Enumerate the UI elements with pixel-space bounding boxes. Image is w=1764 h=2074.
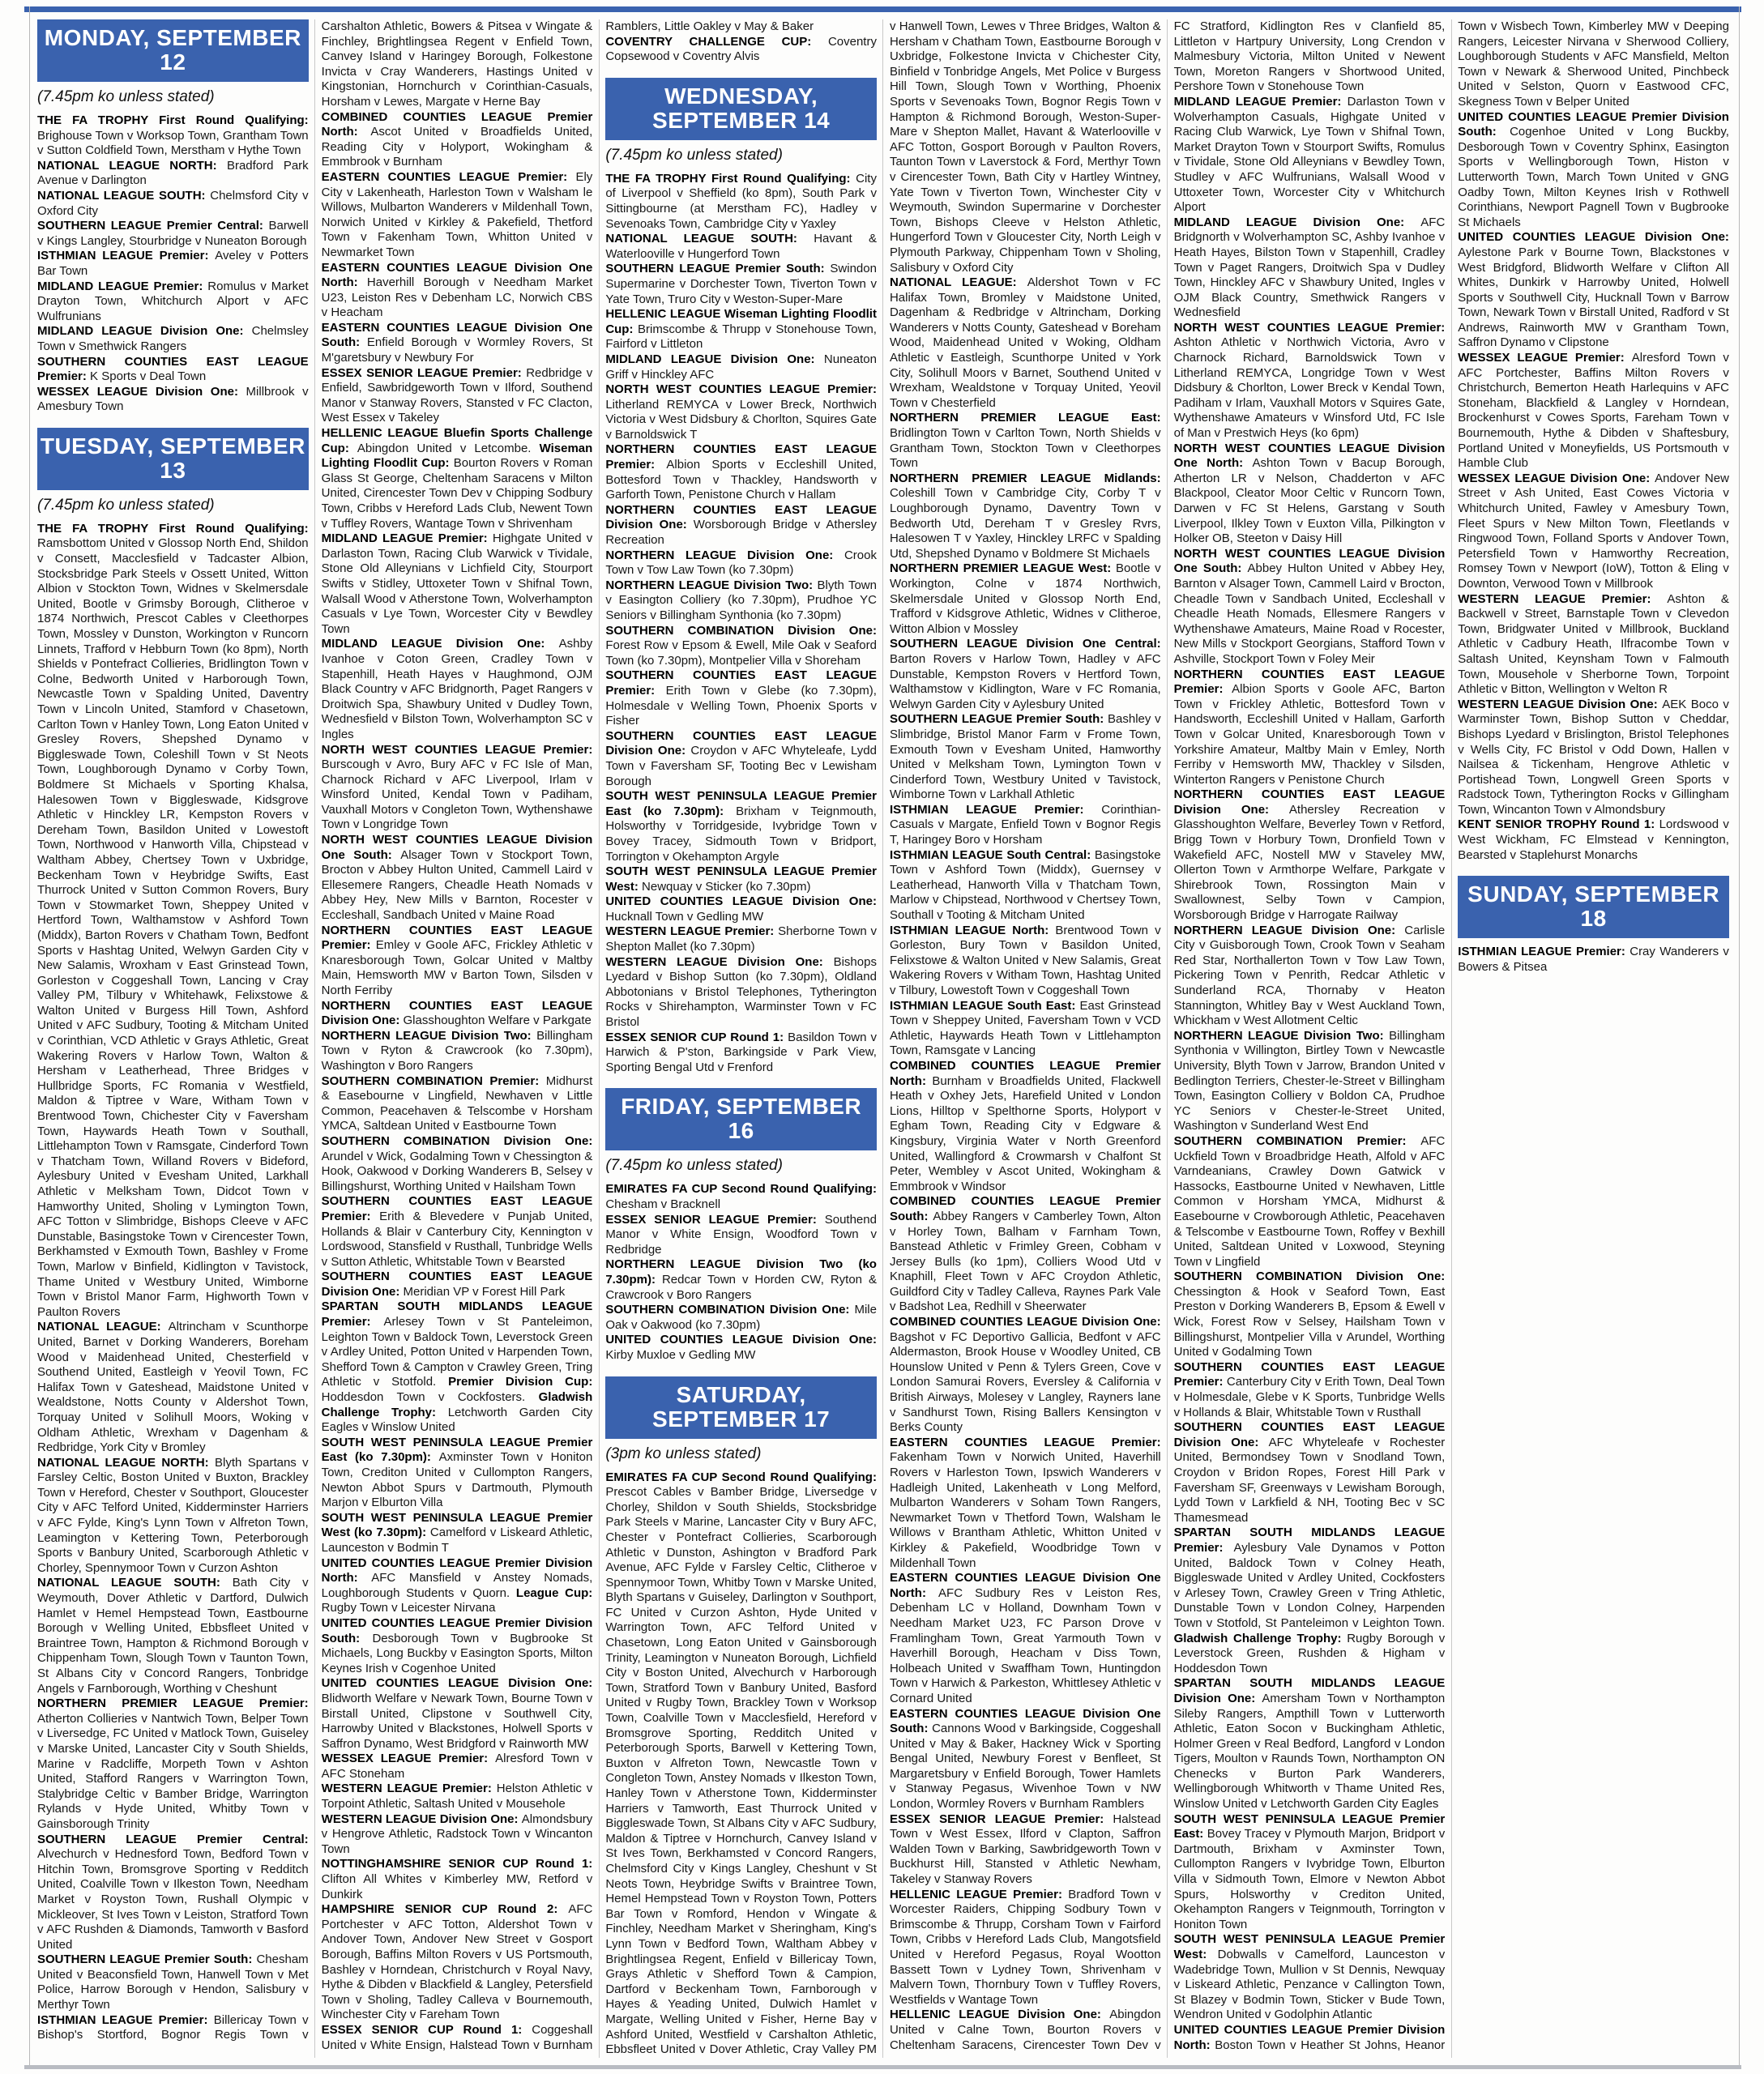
league-name: ESSEX SENIOR LEAGUE Premier: — [889, 1812, 1113, 1826]
fixture-entry: SOUTHERN COMBINATION Division One: Mile Oak v Oakwood (ko 7.30pm) — [605, 1303, 877, 1332]
fixture-entry: WESSEX LEAGUE Premier: Alresford Town v AFC Portchester, Baffins Milton Rovers v Christchurch, Bemerton Heath Harlequins v AFC Stoneham, Blackfield & Langley v Horndean, Brockenhurst v Cowes Sports, Fareham Town v Bournemouth, Hythe & Dibden v Shaftesbury, Portland United v Moneyfields, US Portsmouth v Hamble Club — [1458, 351, 1729, 471]
league-name: ISTHMIAN LEAGUE Premier: — [37, 249, 216, 263]
league-name: ISTHMIAN LEAGUE North: — [889, 923, 1056, 937]
fixture-entry: SOUTHERN LEAGUE Premier Central: Alvechurch v Hednesford Town, Bedford Town v Hitchin Town, Bromsgrove Sporting v Redditch United, Coalville Town v Ilkeston Town, Needham Market v Royston Town, Rushall Olympic v Mickleover, St Ives Town v Leiston, Stratford Town v AFC Rushden & Diamonds, Tamworth v Basford United — [37, 1832, 309, 1952]
league-name: SOUTHERN LEAGUE Premier Central: — [37, 1832, 309, 1846]
kickoff-note: (7.45pm ko unless stated) — [37, 88, 215, 105]
fixture-entry: UNITED COUNTIES LEAGUE Division One: Hucknall Town v Gedling MW — [605, 894, 877, 924]
league-name: THE FA TROPHY First Round Qualifying: — [37, 113, 309, 127]
league-name: NORTHERN LEAGUE Division Two (ko 7.30pm): — [605, 1257, 877, 1287]
league-name: MIDLAND LEAGUE Premier: — [321, 531, 493, 546]
league-name: NORTHERN PREMIER LEAGUE Midlands: — [889, 471, 1161, 485]
league-name: SOUTHERN COMBINATION Premier: — [321, 1073, 546, 1088]
page-left-border — [29, 6, 30, 2068]
league-name: SOUTHERN COMBINATION Division One: — [321, 1133, 593, 1148]
league-name: Premier Division Cup: — [448, 1375, 593, 1389]
fixture-entry: WESSEX LEAGUE Division One: Andover New Street v Ash United, East Cowes Victoria v Whitchurch United, Fawley v Amesbury Town, Fleet Spurs v New Milton Town, Fleetlands v Ringwood Town, Folland Sports v Andover Town, Petersfield Town v Hamworthy Recreation, Romsey Town v Newport (IoW), Totton & Eling v Downton, Verwood Town v Millbrook — [1458, 471, 1729, 591]
fixture-entry: ISTHMIAN LEAGUE South Central: Basingstoke Town v Ashford Town (Middx), Guernsey v Leatherhead, Hanworth Villa v Thatcham Town, Marlow v Chipstead, Northwood v Chertsey Town, Southall v Tooting & Mitcham United — [889, 847, 1161, 923]
league-name: SOUTHERN COMBINATION Division One: — [605, 1303, 855, 1317]
league-name: League Cup: — [515, 1585, 593, 1600]
league-name: HELLENIC LEAGUE Division One: — [889, 2008, 1110, 2022]
league-name: SOUTHERN COUNTIES EAST LEAGUE Division One: — [1173, 1420, 1446, 1449]
league-name: EMIRATES FA CUP Second Round Qualifying: — [605, 1182, 877, 1197]
league-name: NATIONAL LEAGUE: — [37, 1320, 169, 1334]
league-name: SOUTHERN COUNTIES EAST LEAGUE Division One: — [321, 1270, 593, 1299]
league-name: WESSEX LEAGUE Division One: — [37, 384, 246, 399]
fixture-entry: NORTH WEST COUNTIES LEAGUE Division One South: Alsager Town v Stockport Town, Brocton v Abbey Hulton United, Cammell Laird v Ellesemere Rangers, Cheadle Heath Nomads v Abbey Hey, New Mills v Barnton, Rocester v Eccleshall, Sandbach United v Maine Road — [321, 833, 593, 923]
league-name: SOUTHERN LEAGUE Division One Central: — [889, 637, 1161, 651]
league-name: EASTERN COUNTIES LEAGUE Division One North: — [889, 1571, 1161, 1600]
league-name: NORTHERN COUNTIES EAST LEAGUE Division One: — [1173, 787, 1446, 817]
fixture-entry: EMIRATES FA CUP Second Round Qualifying: Prescot Cables v Bamber Bridge, Liversedge v Chorley, Shildon v South Shields, Stocksbridge Park Steels v Marine, Lancaster City v Bury AFC, Chester v Pontefract Collieries, Scarborough Athletic v Dunston, Ashington v Bradford Park Avenue, AFC Fylde v Farsley Celtic, Clitheroe v Spennymoor Town, Whitby Town v Marske United, Blyth Spartans v Guiseley, Darlington v Southport, FC United v Curzon Ashton, Hyde United v Warrington Town, AFC Telford United v Chasetown, Long Eaton United v Gainsborough Trinity, Leamington v Nuneaton Borough, Lichfield City v Boston United, Alvechurch v Harborough Town, Stratford Town v Banbury United, Basford United v Rugby Town, Brackley Town v Worksop Town, Coalville Town v Macclesfield, Hereford v Bromsgrove Sporting, Redditch United v Peterborough Sports, Barwell v Kettering Town, Buxton v Alfreton Town, Newcastle Town v Congleton Town, Anstey Nomads v Ilkeston Town, Hanley Town v Atherstone Town, Kidderminster Harriers v Tamworth, East Thurrock United v Biggleswade Town, St Albans City v AFC Sudbury, Maldon & Tiptree v Hornchurch, Canvey Island v St Ives Town, Berkhamsted v Concord Rangers, Chelmsford City v Kings Langley, Cheshunt v St Neots Town, Heybridge Swifts v Braintree Town, Hemel Hempstead Town v Royston Town, Potters Bar Town v Romford, Hendon v Wingate & Finchley, Needham Market v Sheringham, King's Lynn Town v Bedford Town, Waltham Abbey v Brightlingsea Regent, Enfield v Billericay Town, Grays Athletic v Shefford Town & Campion, Dartford v Beckenham Town, Farnborough v Hayes & Yeading United, Dulwich Hamlet v Margate, Welling United v Fisher, Herne Bay v Ashford United, Westfield v Carshalton Athletic, Ebbsfleet United v Dover Athletic, Cray Valley PM v Hanwell Town, Lewes v Three Bridges, Walton & Hersham v Chatham Town, Eastbourne Borough v Uxbridge, Folkestone Invicta v Chichester City, Binfield v Tonbridge Angels, Met Police v Burgess Hill Town, Slough Town v Worthing, Phoenix Sports v Sevenoaks Town, Bognor Regis Town v Hampton & Richmond Borough, Weston-Super-Mare v Shepton Mallet, Havant & Waterlooville v AFC Totton, Gosport Borough v Paulton Rovers, Taunton Town v Laverstock & Ford, Merthyr Town v Cirencester Town, Bath City v Hartley Wintney, Yate Town v Tiverton Town, Winchester City v Weymouth, Swindon Supermarine v Dorchester Town, Bishops Cleeve v Helston Athletic, Hungerford Town v Gloucester City, North Leigh v Plymouth Parkway, Chippenham Town v Sholing, Salisbury v Oxford City — [605, 19, 1161, 2057]
league-name: SOUTH WEST PENINSULA LEAGUE Premier East (ko 7.30pm): — [321, 1435, 593, 1465]
fixture-entry: NORTHERN PREMIER LEAGUE Premier: Atherton Collieries v Nantwich Town, Belper Town v Liversedge, FC United v Matlock Town, Guiseley v Marske United, Lancaster City v South Shields, Marine v Radcliffe, Morpeth Town v Ashton United, Stafford Rangers v Warrington Town, Stalybridge Celtic v Bamber Bridge, Warrington Rylands v Hyde United, Whitby Town v Gainsborough Trinity — [37, 1696, 309, 1831]
fixture-entry: NATIONAL LEAGUE: Aldershot Town v FC Halifax Town, Bromley v Maidstone United, Dagenham & Redbridge v Altrincham, Dorking Wanderers v Notts County, Gateshead v Boreham Wood, Maidenhead United v Woking, Oldham Athletic v Eastleigh, Scunthorpe United v York City, Solihull Moors v Barnet, Southend United v Wrexham, Wealdstone v Torquay United, Yeovil Town v Chesterfield — [889, 275, 1161, 410]
league-name: NATIONAL LEAGUE: — [889, 275, 1027, 290]
fixture-entry: NORTHERN COUNTIES EAST LEAGUE Division One: Worsborough Bridge v Athersley Recreation — [605, 502, 877, 548]
league-name: NORTHERN PREMIER LEAGUE East: — [889, 411, 1161, 425]
day-entries — [605, 1182, 877, 1363]
fixture-entry: NATIONAL LEAGUE: Altrincham v Scunthorpe United, Barnet v Dorking Wanderers, Boreham Wood v Maidenhead United, Chesterfield v Southend United, Eastleigh v Yeovil Town, FC Halifax Town v Gateshead, Maidstone United v Wealdstone, Notts County v Aldershot Town, Torquay United v Solihull Moors, Woking v Oldham Athletic, Wrexham v Dagenham & Redbridge, York City v Bromley — [37, 1320, 309, 1455]
fixture-entry: SOUTHERN COUNTIES EAST LEAGUE Premier: Erith Town v Glebe (ko 7.30pm), Holmesdale v Welling Town, Phoenix Sports v Fisher — [605, 668, 877, 728]
league-name: HELLENIC LEAGUE Premier: — [889, 1887, 1069, 1901]
league-name: WESSEX LEAGUE Division One: — [1458, 471, 1655, 485]
fixture-entry: NORTHERN LEAGUE Division One: Carlisle City v Guisborough Town, Crook Town v Seaham Red Star, Northallerton Town v Tow Law Town, Pickering Town v Penrith, Redcar Athletic v Sunderland RCA, Thornaby v Heaton Stannington, Whitley Bay v West Auckland Town, Whickham v West Allotment Celtic — [1173, 923, 1446, 1028]
fixture-entry: UNITED COUNTIES LEAGUE Premier Division North: AFC Mansfield v Anstey Nomads, Loughborough Students v Quorn. League Cup: Rugby Town v Leicester Nirvana — [321, 1556, 593, 1615]
league-name: NATIONAL LEAGUE NORTH: — [37, 158, 227, 173]
league-name: COMBINED COUNTIES LEAGUE Premier North: — [321, 109, 593, 139]
league-name: WESTERN LEAGUE Premier: — [1458, 591, 1668, 606]
kickoff-note: (3pm ko unless stated) — [605, 1445, 762, 1462]
fixture-entry: SPARTAN SOUTH MIDLANDS LEAGUE Division One: Amersham Town v Northampton Sileby Rangers, Ampthill Town v Lutterworth Athletic, Eaton Socon v Buckingham Athletic, Holmer Green v Real Bedford, Langford v London Tigers, Moulton v Raunds Town, Northampton ON Chenecks v Burton Park Wanderers, Wellingborough Whitworth v Thame United Res, Winslow United v Letchworth Garden City Eagles — [1173, 1676, 1446, 1812]
league-name: SOUTHERN COUNTIES EAST LEAGUE Premier: — [605, 668, 877, 698]
league-name: MIDLAND LEAGUE Premier: — [1173, 94, 1348, 109]
fixture-entry: NORTHERN LEAGUE Division Two: Billingham Synthonia v Willington, Birtley Town v Newcastle University, Blyth Town v Jarrow, Brandon United v Bedlington Terriers, Chester-le-Street v Billingham Town, Easington Colliery v Boldon CA, Prudhoe YC Seniors v Chester-le-Street United, Washington v Sunderland West End — [1173, 1028, 1446, 1133]
league-name: SOUTHERN LEAGUE Premier South: — [889, 712, 1108, 727]
league-name: UNITED COUNTIES LEAGUE Division One: — [1458, 230, 1729, 245]
day-header: MONDAY, SEPTEMBER 12 — [37, 19, 309, 82]
league-name: NORTHERN LEAGUE Division Two: — [321, 1028, 537, 1043]
kickoff-note: (7.45pm ko unless stated) — [37, 496, 215, 514]
fixture-entry: HAMPSHIRE SENIOR CUP Round 2: AFC Portchester v AFC Totton, Aldershot Town v Andover Town, Andover New Street v Gosport Borough, Baffins Milton Rovers v US Portsmouth, Bashley v Horndean, Christchurch v Royal Navy, Hythe & Dibden v Blackfield & Langley, Petersfield Town v Sholing, Tadley Calleva v Bournemouth, Winchester City v Fareham Town — [321, 1902, 593, 2022]
fixture-entry: THE FA TROPHY First Round Qualifying: Ramsbottom United v Glossop North End, Shildon v Consett, Macclesfield v Tadcaster Albion, Stocksbridge Park Steels v Ossett United, Witton Albion v Stockton Town, Widnes v Skelmersdale United, Bootle v Grimsby Borough, Clitheroe v 1874 Northwich, Prescot Cables v Cleethorpes Town, Mossley v Dunston, Workington v Runcorn Linnets, Trafford v Hebburn Town (ko 8pm), North Shields v Pontefract Collieries, Bridlington Town v Colne, Bedworth United v Harborough Town, Newcastle Town v Spalding United, Daventry Town v Lincoln United, Stamford v Chasetown, Carlton Town v Hanley Town, Long Eaton United v Gresley Rovers, Shepshed Dynamo v Biggleswade Town, Coleshill Town v St Neots Town, Loughborough Dynamo v Corby Town, Boldmere St Michaels v Sporting Khalsa, Halesowen Town v Biggleswade, Kidsgrove Athletic v Hinckley LR, Kempston Rovers v Dereham Town, Basildon United v Lowestoft Town, Northwood v Hanworth Villa, Chipstead v Waltham Abbey, Chertsey Town v Uxbridge, Beckenham Town v Heybridge Swifts, East Thurrock United v Sutton Common Rovers, Bury Town v Stowmarket Town, Sheppey United v Hertford Town, Walthamstow v Ashford Town (Middx), Barton Rovers v Chatham Town, Bedfont Sports v Hashtag United, Welwyn Garden City v New Salamis, Wroxham v East Grinstead Town, Gorleston v Coggeshall Town, Lancing v Cray Valley PM, Tilbury v Whitehawk, Felixstowe & Walton United v Burgess Hill Town, Ashford United v AFC Sudbury, Tooting & Mitcham United v Corinthian, VCD Athletic v Grays Athletic, Great Wakering Rovers v Harlow Town, Walton & Hersham v Leatherhead, Three Bridges v Hullbridge Sports, FC Romania v Westfield, Maldon & Tiptree v Ware, Witham Town v Brentwood Town, Chichester City v Faversham Town, Haywards Heath Town v Southall, Littlehampton Town v Ramsgate, Cinderford Town v Thatcham Town, Willand Rovers v Bideford, Aylesbury United v Evesham United, Larkhall Athletic v Melksham Town, Didcot Town v Hamworthy United, Sholing v Lymington Town, AFC Totton v Slimbridge, Bishops Cleeve v AFC Dunstable, Basingstoke Town v Cirencester Town, Berkhamsted v Exmouth Town, Bashley v Frome Town, Marlow v Binfield, Kidlington v Tavistock, Thame United v Westbury United, Wimborne Town v Bristol Manor Farm, Highworth Town v Paulton Rovers — [37, 521, 309, 1319]
fixture-entry: NORTHERN LEAGUE Division One: Crook Town v Tow Law Town (ko 7.30pm) — [605, 548, 877, 578]
fixture-entry: UNITED COUNTIES LEAGUE Division One: Aylestone Park v Bourne Town, Blackstones v West Bridgford, Blidworth Welfare v Clifton All Whites, Dunkirk v Harrowby United, Holwell Sports v Southwell City, Hucknall Town v Barrow Town, Newark Town v Birstall United, Radford v St Andrews, Rainworth MW v Grantham Town, Saffron Dynamo v Clipstone — [1458, 230, 1729, 350]
league-name: NORTHERN LEAGUE Division Two: — [1173, 1028, 1390, 1043]
fixture-entry: NORTH WEST COUNTIES LEAGUE Division One South: Abbey Hulton United v Abbey Hey, Barnton v Alsager Town, Cammell Laird v Brocton, Cheadle Town v Sandbach United, Eccleshall v Cheadle Heath Nomads, Ellesmere Rangers v Wythenshawe Amateurs, Maine Road v Rocester, New Mills v Stockport Georgians, Stafford Town v Ashville, Stockport Town v Foley Meir — [1173, 546, 1446, 666]
fixture-entry: ESSEX SENIOR CUP Round 1: Coggeshall United v White Ensign, Halstead Town v Burnham Ramblers, Little Oakley v May & Baker — [321, 19, 814, 2052]
fixture-entry: ISTHMIAN LEAGUE Premier: Aveley v Potters Bar Town — [37, 249, 309, 278]
fixture-entry: NORTHERN PREMIER LEAGUE Midlands: Coleshill Town v Cambridge City, Corby T v Loughborough Dynamo, Daventry Town v Bedworth Utd, Dereham T v Gresley Rvrs, Halesowen T v Yaxley, Hinckley LRFC v Spalding Utd, Shepshed Dynamo v Boldmere St Michaels — [889, 471, 1161, 561]
fixture-entry: SOUTHERN COUNTIES EAST LEAGUE Division One: AFC Whyteleafe v Rochester United, Bermondsey Town v Snodland Town, Croydon v Bridon Ropes, Forest Hill Park v Faversham SF, Greenways v Lewisham Borough, Lydd Town v Larkfield & NH, Tooting Bec v SC Thamesmead — [1173, 1420, 1446, 1525]
league-name: SOUTHERN COMBINATION Premier: — [1173, 1133, 1421, 1148]
fixture-entry: WESSEX LEAGUE Division One: Millbrook v Amesbury Town — [37, 384, 309, 414]
fixture-entry: EMIRATES FA CUP Second Round Qualifying: Chesham v Bracknell — [605, 1182, 877, 1211]
league-name: THE FA TROPHY First Round Qualifying: — [605, 171, 856, 186]
fixture-entry: COVENTRY CHALLENGE CUP: Coventry Copsewood v Coventry Alvis — [605, 34, 877, 64]
day-header: SATURDAY, SEPTEMBER 17 — [605, 1376, 877, 1439]
fixture-entry: SPARTAN SOUTH MIDLANDS LEAGUE Premier: Arlesey Town v St Panteleimon, Leighton Town v Baldock Town, Leverstock Green v Ardley United, Potton United v Harpenden Town, Shefford Town & Campton v Crawley Green, Tring Athletic v Stotfold. Premier Division Cup: Hoddesdon Town v Cockfosters. Gladwish Challenge Trophy: Letchworth Garden City Eagles v Winslow United — [321, 1299, 593, 1435]
league-name: NOTTINGHAMSHIRE SENIOR CUP Round 1: — [321, 1857, 593, 1871]
fixture-entry: MIDLAND LEAGUE Division One: Ashby Ivanhoe v Coton Green, Cradley Town v Stapenhill, Heath Hayes v Haughmond, OJM Black Country v AFC Bridgnorth, Paget Rangers v Droitwich Spa, Shawbury United v Dudley Town, Wednesfield v Bilston Town, Wolverhampton SC v Ingles — [321, 637, 593, 741]
fixture-entry: ISTHMIAN LEAGUE North: Brentwood Town v Gorleston, Bury Town v Basildon United, Felixstowe & Walton United v New Salamis, Great Wakering Rovers v Witham Town, Hashtag United v Tilbury, Lowestoft Town v Coggeshall Town — [889, 923, 1161, 997]
fixture-entry: ISTHMIAN LEAGUE Premier: Billericay Town v Bishop's Stortford, Bognor Regis Town v Carshalton Athletic, Bowers & Pitsea v Wingate & Finchley, Brightlingsea Regent v Enfield Town, Canvey Island v Haringey Borough, Folkestone Invicta v Cray Wanderers, Hastings United v Kingstonian, Hornchurch v Corinthian-Casuals, Horsham v Lewes, Margate v Herne Bay — [37, 19, 593, 2042]
fixture-entry: SOUTH WEST PENINSULA LEAGUE Premier West (ko 7.30pm): Camelford v Liskeard Athletic, Launceston v Bodmin T — [321, 1510, 593, 1555]
fixture-entry: NATIONAL LEAGUE NORTH: Blyth Spartans v Farsley Celtic, Boston United v Buxton, Brackley Town v Hereford, Chester v Southport, Gloucester City v AFC Telford United, Kidderminster Harriers v AFC Fylde, King's Lynn Town v Alfreton Town, Leamington v Kettering Town, Peterborough Sports v Banbury United, Scarborough Athletic v Chorley, Spennymoor Town v Curzon Ashton — [37, 1455, 309, 1575]
fixture-entry: KENT SENIOR TROPHY Round 1: Lordswood v West Wickham, FC Elmstead v Kennington, Bearsted v Staplehurst Monarchs — [1458, 817, 1729, 862]
fixture-entry: SOUTHERN COUNTIES EAST LEAGUE Division One: Meridian VP v Forest Hill Park — [321, 1270, 593, 1299]
fixture-entry: EASTERN COUNTIES LEAGUE Premier: Ely City v Lakenheath, Harleston Town v Walsham le Willows, Mulbarton Wanderers v Mildenhall Town, Norwich United v Kirkley & Pakefield, Thetford Town v Fakenham Town, Whitton United v Newmarket Town — [321, 169, 593, 259]
fixture-entry: NORTHERN LEAGUE Division Two: Blyth Town v Easington Colliery (ko 7.30pm), Prudhoe YC Seniors v Billingham Synthonia (ko 7.30pm) — [605, 578, 877, 622]
league-name: EMIRATES FA CUP Second Round Qualifying: — [605, 1470, 877, 1484]
fixture-entry: UNITED COUNTIES LEAGUE Premier Division South: Cogenhoe United v Long Buckby, Desborough Town v Coventry Sphinx, Easington Sports v Wellingborough Town, Histon v Lutterworth Town, March Town United v GNG Oadby Town, Milton Keynes Irish v Rothwell Corinthians, Newport Pagnell Town v Bugbrooke St Michaels — [1458, 109, 1729, 229]
fixture-entry: ISTHMIAN LEAGUE Premier: Corinthian-Casuals v Margate, Enfield Town v Bognor Regis T, Haringey Boro v Horsham — [889, 802, 1161, 847]
league-name: KENT SENIOR TROPHY Round 1: — [1458, 817, 1659, 832]
fixture-entry: ESSEX SENIOR CUP Round 1: Basildon Town v Harwich & P'ston, Barkingside v Park View, Sporting Bengal Utd v Frenford — [605, 1030, 877, 1074]
fixture-entry: NORTH WEST COUNTIES LEAGUE Division One North: Ashton Town v Bacup Borough, Atherton LR v Nelson, Chadderton v AFC Blackpool, Cleator Moor Celtic v Runcorn Town, Darwen v FC St Helens, Garstang v South Liverpool, Ilkley Town v Euxton Villa, Pilkington v Holker OB, Steeton v Daisy Hill — [1173, 441, 1446, 546]
fixture-entry: SPARTAN SOUTH MIDLANDS LEAGUE Premier: Aylesbury Vale Dynamos v Potton United, Baldock Town v Colney Heath, Biggleswade United v Ardley United, Cockfosters v Arlesey Town, Crawley Green v Tring Athletic, Dunstable Town v London Colney, Harpenden Town v Stotfold, St Panteleimon v Leighton Town. Gladwish Challenge Trophy: Rugby Borough v Leverstock Green, Rushden & Higham v Hoddesdon Town — [1173, 1526, 1446, 1675]
league-name: NORTH WEST COUNTIES LEAGUE Premier: — [1173, 320, 1446, 335]
league-name: MIDLAND LEAGUE Division One: — [605, 352, 824, 366]
league-name: NORTHERN COUNTIES EAST LEAGUE Division One: — [605, 502, 877, 532]
fixture-entry: WESTERN LEAGUE Premier: Helston Athletic v Torpoint Athletic, Saltash United v Mousehole — [321, 1782, 593, 1812]
league-name: SOUTHERN LEAGUE Premier South: — [605, 262, 831, 276]
league-name: NATIONAL LEAGUE SOUTH: — [37, 1576, 233, 1590]
fixture-entry: HELLENIC LEAGUE Bluefin Sports Challenge Cup: Abingdon United v Letcombe. Wiseman Lighting Floodlit Cup: Bourton Rovers v Roman Glass St George, Cheltenham Saracens v Milton United, Cirencester Town Dev v Chipping Sodbury Town, Cribbs v Hereford Lads Club, Newent Town v Tuffley Rovers, Wantage Town v Shrivenham — [321, 426, 593, 531]
league-name: SPARTAN SOUTH MIDLANDS LEAGUE Premier: — [1173, 1526, 1446, 1555]
league-name: UNITED COUNTIES LEAGUE Division One: — [321, 1676, 593, 1691]
fixture-entry: MIDLAND LEAGUE Division One: Nuneaton Griff v Hinckley AFC — [605, 352, 877, 382]
fixture-entry: NATIONAL LEAGUE SOUTH: Chelmsford City v Oxford City — [37, 188, 309, 218]
fixture-entry: THE FA TROPHY First Round Qualifying: Brighouse Town v Worksop Town, Grantham Town v Sutton Coldfield Town, Merstham v Hythe Town — [37, 113, 309, 158]
fixture-entry: WESTERN LEAGUE Division One: AEK Boco v Warminster Town, Bishop Sutton v Cheddar, Bishops Lyedard v Brislington, Bristol Telephones v Wells City, FC Bristol v Odd Down, Hallen v Nailsea & Tickenham, Hengrove Athletic v Portishead Town, Longwell Green Sports v Radstock Town, Tytherington Rocks v Gillingham Town, Wincanton Town v Almondsbury — [1458, 697, 1729, 817]
league-name: WESTERN LEAGUE Division One: — [321, 1812, 522, 1826]
league-name: SOUTH WEST PENINSULA LEAGUE Premier West: — [605, 864, 877, 894]
league-name: ESSEX SENIOR LEAGUE Premier: — [321, 365, 527, 380]
league-name: SOUTH WEST PENINSULA LEAGUE Premier West (ko 7.30pm): — [321, 1510, 593, 1540]
league-name: NORTHERN COUNTIES EAST LEAGUE Division One: — [321, 998, 593, 1028]
league-name: NORTH WEST COUNTIES LEAGUE Division One North: — [1173, 441, 1446, 471]
fixture-entry: ESSEX SENIOR LEAGUE Premier: Redbridge v Enfield, Sawbridgeworth Town v Ilford, Southend Manor v Stanway Rovers, Stansted v FC Clacton, West Essex v Takeley — [321, 365, 593, 425]
fixture-entry: SOUTHERN COMBINATION Division One: Forest Row v Epsom & Ewell, Mile Oak v Seaford Town (ko 7.30pm), Montpelier Villa v Shoreham — [605, 623, 877, 668]
fixture-entry: SOUTHERN COMBINATION Premier: Midhurst & Easebourne v Lingfield, Newhaven v Little Common, Peacehaven & Telscombe v Horsham YMCA, Saltdean United v Eastbourne Town — [321, 1073, 593, 1133]
day-section — [1458, 876, 1729, 975]
fixture-entry: SOUTHERN LEAGUE Premier Central: Barwell v Kings Langley, Stourbridge v Nuneaton Borough — [37, 219, 309, 248]
fixture-entry: NORTHERN LEAGUE Division Two (ko 7.30pm): Redcar Town v Horden CW, Ryton & Crawcrook v Boro Rangers — [605, 1257, 877, 1302]
fixture-entry: SOUTH WEST PENINSULA LEAGUE Premier East (ko 7.30pm): Axminster Town v Honiton Town, Crediton United v Cullompton Rangers, Newton Abbot Spurs v Dartmouth, Plymouth Marjon v Elburton Villa — [321, 1435, 593, 1510]
league-name: UNITED COUNTIES LEAGUE Premier Division North: — [321, 1556, 593, 1585]
fixture-entry: NORTH WEST COUNTIES LEAGUE Premier: Litherland REMYCA v Lower Breck, Northwich Victoria v West Didsbury & Chorlton, Squires Gate v Barnoldswick T — [605, 382, 877, 442]
fixture-entry: COMBINED COUNTIES LEAGUE Premier North: Burnham v Broadfields United, Flackwell Heath v Oxhey Jets, Harefield United v London Lions, Hilltop v Spelthorne Sports, Holyport v Egham Town, Reading City v Edgware & Kingsbury, Virginia Water v North Greenford United, Wallingford & Crowmarsh v Chalfont St Peter, Wembley v Ascot United, Wokingham & Emmbrook v Windsor — [889, 1058, 1161, 1193]
fixture-entry: SOUTHERN COUNTIES EAST LEAGUE Premier: K Sports v Deal Town — [37, 354, 309, 384]
fixture-entry: ISTHMIAN LEAGUE Premier: Cray Wanderers v Bowers & Pitsea — [1458, 945, 1729, 974]
league-name: SOUTH WEST PENINSULA LEAGUE Premier East (ko 7.30pm): — [605, 789, 877, 818]
fixture-entry: WESTERN LEAGUE Division One: Bishops Lyedard v Bishop Sutton (ko 7.30pm), Oldland Abbotonians v Bristol Telephones, Tytherington Rocks v Shirehampton, Warminster Town v FC Bristol — [605, 954, 877, 1030]
fixture-entry: EASTERN COUNTIES LEAGUE Division One North: Haverhill Borough v Needham Market U23, Leiston Res v Debenham LC, Norwich CBS v Heacham — [321, 260, 593, 320]
fixture-entry: UNITED COUNTIES LEAGUE Division One: Blidworth Welfare v Newark Town, Bourne Town v Birstall United, Clipstone v Southwell City, Harrowby United v Blackstones, Holwell Sports v Saffron Dynamo, West Bridgford v Rainworth MW — [321, 1676, 593, 1751]
fixture-entry: THE FA TROPHY First Round Qualifying: City of Liverpool v Sheffield (ko 8pm), South Park v Sittingbourne (at Merstham FC), Hadley v Sevenoaks Town, Cambridge City v Yaxley — [605, 171, 877, 231]
league-name: WESSEX LEAGUE Premier: — [1458, 351, 1632, 365]
page-bottom-border — [24, 2065, 1741, 2069]
fixture-entry: SOUTHERN LEAGUE Premier South: Bashley v Slimbridge, Bristol Manor Farm v Frome Town, Exmouth Town v Evesham United, Hamworthy United v Melksham Town, Lymington Town v Cinderford Town, Westbury United v Tavistock, Wimborne Town v Larkhall Athletic — [889, 712, 1161, 802]
fixture-entry: SOUTH WEST PENINSULA LEAGUE Premier West: Dobwalls v Camelford, Launceston v Wadebridge Town, Mullion v St Dennis, Newquay v Liskeard Athletic, Penzance v Callington Town, St Blazey v Bodmin Town, Sticker v Bude Town, Wendron United v Godolphin Atlantic — [1173, 1932, 1446, 2022]
fixture-entry: ISTHMIAN LEAGUE South East: East Grinstead Town v Sheppey United, Faversham Town v VCD Athletic, Haywards Heath Town v Littlehampton Town, Ramsgate v Lancing — [889, 998, 1161, 1058]
fixture-entry: EASTERN COUNTIES LEAGUE Division One North: AFC Sudbury Res v Leiston Res, Debenham LC v Holland, Downham Town v Needham Market U23, FC Parson Drove v Framlingham Town, Great Yarmouth Town v Haverhill Borough, Heacham v Diss Town, Holbeach United v Swaffham Town, Huntingdon Town v Harwich & Parkeston, Whittlesey Athletic v Cornard United — [889, 1571, 1161, 1705]
league-name: ESSEX SENIOR CUP Round 1: — [605, 1030, 788, 1044]
day-header: TUESDAY, SEPTEMBER 13 — [37, 428, 309, 490]
fixture-entry: UNITED COUNTIES LEAGUE Premier Division North: Boston Town v Heather St Johns, Heanor Town v Wisbech Town, Kimberley MW v Deeping Rangers, Leicester Nirvana v Sherwood Colliery, Loughborough Students v AFC Mansfield, Melton Town v Newark & Sherwood United, Pinchbeck United v Selston, Quorn v Eastwood CFC, Skegness Town v Belper United — [1173, 19, 1729, 2052]
fixture-entry: WESTERN LEAGUE Division One: Almondsbury v Hengrove Athletic, Radstock Town v Wincanton Town — [321, 1812, 593, 1856]
fixture-entry: SOUTH WEST PENINSULA LEAGUE Premier East (ko 7.30pm): Brixham v Teignmouth, Holsworthy v Torridgeside, Ivybridge Town v Bovey Tracey, Sidmouth Town v Bridport, Torrington v Okehampton Argyle — [605, 789, 877, 864]
league-name: NORTHERN PREMIER LEAGUE Premier: — [37, 1696, 309, 1711]
league-name: HELLENIC LEAGUE Wiseman Lighting Floodlit Cup: — [605, 307, 877, 336]
fixture-entry: NORTH WEST COUNTIES LEAGUE Premier: Ashton Athletic v Northwich Victoria, Avro v Charnock Richard, Barnoldswick Town v Litherland REMYCA, Longridge Town v West Didsbury & Chorlton, Lower Breck v Kendal Town, Padiham v Irlam, Vauxhall Motors v Squires Gate, Wythenshawe Amateurs v Winsford Utd, FC Isle of Man v Prestwich Heys (ko 6pm) — [1173, 320, 1446, 441]
league-name: ISTHMIAN LEAGUE South Central: — [889, 847, 1095, 862]
league-name: UNITED COUNTIES LEAGUE Division One: — [605, 894, 877, 909]
fixture-entry: WESTERN LEAGUE Premier: Sherborne Town v Shepton Mallet (ko 7.30pm) — [605, 924, 877, 954]
league-name: ESSEX SENIOR CUP Round 1: — [321, 2022, 532, 2037]
fixture-entry: HELLENIC LEAGUE Wiseman Lighting Floodlit Cup: Brimscombe & Thrupp v Stonehouse Town, Fairford v Littleton — [605, 307, 877, 352]
fixture-entry: MIDLAND LEAGUE Premier: Darlaston Town v Wolverhampton Casuals, Highgate United v Racing Club Warwick, Lye Town v Shifnal Town, Market Drayton Town v Stourport Swifts, Romulus v Tividale, Stone Old Alleynians v Bewdley Town, Studley v AFC Wulfrunians, Walsall Wood v Uttoxeter Town, Worcester City v Whitchurch Alport — [1173, 94, 1446, 215]
fixture-entry: SOUTHERN COMBINATION Division One: Arundel v Wick, Godalming Town v Chessington & Hook, Oakwood v Dorking Wanderers B, Selsey v Billingshurst, Worthing United v Hailsham Town — [321, 1133, 593, 1193]
fixture-entry: NORTHERN LEAGUE Division Two: Billingham Town v Ryton & Crawcrook (ko 7.30pm), Washington v Boro Rangers — [321, 1028, 593, 1073]
fixture-entry: WESTERN LEAGUE Premier: Ashton & Backwell v Street, Barnstaple Town v Clevedon Town, Bridgwater United v Millbrook, Buckland Athletic v Cadbury Heath, Ilfracombe Town v Saltash United, Keynsham Town v Falmouth Town, Mousehole v Sherborne Town, Torpoint Athletic v Bitton, Wellington v Welton R — [1458, 591, 1729, 697]
league-name: SOUTHERN LEAGUE Premier South: — [37, 1952, 257, 1967]
day-entries — [1458, 945, 1729, 975]
league-name: COMBINED COUNTIES LEAGUE Premier South: — [889, 1194, 1161, 1223]
fixture-entry: NATIONAL LEAGUE SOUTH: Havant & Waterlooville v Hungerford Town — [605, 232, 877, 261]
fixture-entry: MIDLAND LEAGUE Premier: Highgate United v Darlaston Town, Racing Club Warwick v Tividale, Stone Old Alleynians v Lichfield City, Stourport Swifts v Stidley, Uttoxeter Town v Shifnal Town, Walsall Wood v Atherstone Town, Wolverhampton Casuals v Lye Town, Worcester City v Bewdley Town — [321, 531, 593, 636]
league-name: SOUTH WEST PENINSULA LEAGUE Premier East: — [1173, 1812, 1446, 1841]
league-name: NORTHERN COUNTIES EAST LEAGUE Premier: — [605, 442, 877, 472]
league-name: SOUTHERN COUNTIES EAST LEAGUE Division One: — [605, 728, 877, 758]
fixture-entry: HELLENIC LEAGUE Premier: Bradford Town v Worcester Raiders, Chipping Sodbury Town v Brimscombe & Thrupp, Corsham Town v Fairford Town, Cribbs v Hereford Lads Club, Mangotsfield United v Hereford Pegasus, Royal Wootton Bassett Town v Lydney Town, Shrivenham v Malvern Town, Thornbury Town v Tuffley Rovers, Westfields v Wantage Town — [889, 1887, 1161, 2007]
fixture-entry: ESSEX SENIOR LEAGUE Premier: Halstead Town v West Essex, Ilford v Clapton, Saffron Walden Town v Barking, Sawbridgeworth Town v Buckhurst Hill, Stansted v Athletic Newham, Takeley v Stanway Rovers — [889, 1812, 1161, 1887]
fixture-entry: SOUTHERN LEAGUE Premier South: Chesham United v Beaconsfield Town, Hanwell Town v Met Police, Harrow Borough v Hendon, Salisbury v Merthyr Town — [37, 1952, 309, 2012]
league-name: COMBINED COUNTIES LEAGUE Premier North: — [889, 1058, 1161, 1088]
league-name: ESSEX SENIOR LEAGUE Premier: — [605, 1212, 825, 1227]
day-entries — [605, 172, 877, 1076]
fixture-entry: SOUTH WEST PENINSULA LEAGUE Premier East: Bovey Tracey v Plymouth Marjon, Bridport v Dartmouth, Brixham v Axminster Town, Cullompton Rangers v Ivybridge Town, Elburton Villa v Sidmouth Town, Elmore v Newton Abbot Spurs, Holsworthy v Crediton United, Okehampton Rangers v Teignmouth, Torrington v Honiton Town — [1173, 1812, 1446, 1931]
league-name: NORTHERN LEAGUE Division One: — [605, 548, 844, 562]
fixture-entry: NORTHERN PREMIER LEAGUE East: Bridlington Town v Carlton Town, North Shields v Grantham Town, Stockton Town v Cleethorpes Town — [889, 411, 1161, 471]
kickoff-note: (7.45pm ko unless stated) — [605, 1157, 783, 1175]
fixture-entry: NOTTINGHAMSHIRE SENIOR CUP Round 1: Clifton All Whites v Kimberley MW, Retford v Dunkirk — [321, 1857, 593, 1901]
league-name: EASTERN COUNTIES LEAGUE Division One North: — [321, 260, 593, 290]
day-section — [605, 78, 877, 1076]
fixture-entry: NORTHERN COUNTIES EAST LEAGUE Premier: Albion Sports v Goole AFC, Barton Town v Frickley Athletic, Bottesford Town v Handsworth, Eccleshill United v Hallam, Garforth Town v Golcar United, Knaresborough Town v Yorkshire Amateur, Maltby Main v Emley, North Ferriby v Hemsworth MW, Thackley v Silsden, Winterton Rangers v Penistone Church — [1173, 667, 1446, 787]
page-top-border — [24, 6, 1741, 12]
league-name: NATIONAL LEAGUE SOUTH: — [605, 232, 814, 246]
fixture-entry: NORTHERN PREMIER LEAGUE West: Bootle v Workington, Colne v 1874 Northwich, Skelmersdale United v Glossop North End, Trafford v Kidsgrove Athletic, Widnes v Clitheroe, Witton Albion v Mossley — [889, 561, 1161, 636]
league-name: WESTERN LEAGUE Premier: — [605, 924, 779, 939]
fixture-entry: SOUTHERN COUNTIES EAST LEAGUE Premier: Erith & Blevedere v Punjab United, Hollands & Blair v Canterbury City, Kennington v Lordswood, Stansfield v Rusthall, Tunbridge Wells v Sutton Athletic, Whitstable Town v Bearsted — [321, 1194, 593, 1269]
day-header: FRIDAY, SEPTEMBER 16 — [605, 1088, 877, 1150]
fixture-entry: UNITED COUNTIES LEAGUE Division One: Kirby Muxloe v Gedling MW — [605, 1333, 877, 1362]
league-name: WESTERN LEAGUE Premier: — [321, 1782, 497, 1796]
league-name: MIDLAND LEAGUE Division One: — [1173, 215, 1421, 229]
league-name: SOUTH WEST PENINSULA LEAGUE Premier West: — [1173, 1932, 1446, 1961]
league-name: NATIONAL LEAGUE SOUTH: — [37, 188, 211, 203]
league-name: SOUTHERN COUNTIES EAST LEAGUE Premier: — [321, 1194, 593, 1223]
league-name: NORTHERN COUNTIES EAST LEAGUE Premier: — [321, 923, 593, 953]
league-name: WESTERN LEAGUE Division One: — [1458, 697, 1663, 711]
league-name: MIDLAND LEAGUE Division One: — [37, 324, 252, 339]
fixture-entry: SOUTHERN COMBINATION Division One: Chessington & Hook v Seaford Town, East Preston v Dorking Wanderers B, Epsom & Ewell v Wick, Forest Row v Selsey, Hailsham Town v Billingshurst, Montpelier Villa v Arundel, Worthing United v Godalming Town — [1173, 1270, 1446, 1359]
league-name: SOUTHERN COMBINATION Division One: — [1173, 1270, 1446, 1284]
league-name: HAMPSHIRE SENIOR CUP Round 2: — [321, 1902, 569, 1917]
fixture-entry: SOUTHERN LEAGUE Premier South: Swindon Supermarine v Dorchester Town, Tiverton Town v Yate Town, Truro City v Weston-Super-Mare — [605, 262, 877, 306]
fixture-entry: EASTERN COUNTIES LEAGUE Premier: Fakenham Town v Norwich United, Haverhill Rovers v Harleston Town, Ipswich Wanderers v Hadleigh United, Lakenheath v Long Melford, Mulbarton Wanderers v Soham Town Rangers, Newmarket Town v Thetford Town, Walsham le Willows v Brantham Athletic, Whitton United v Kirkley & Pakefield, Woodbridge Town v Mildenhall Town — [889, 1435, 1161, 1570]
league-name: NORTHERN COUNTIES EAST LEAGUE Premier: — [1173, 667, 1446, 697]
fixture-entry: COMBINED COUNTIES LEAGUE Premier South: Abbey Rangers v Camberley Town, Alton v Horley Town, Balham v Farnham Town, Banstead Athletic v Frimley Green, Cobham v Jersey Bulls (ko 1pm), Colliers Wood Utd v Knaphill, Fleet Town v AFC Croydon Athletic, Guildford City v Tadley Calleva, Raynes Park Vale v Badshot Lea, Redhill v Sheerwater — [889, 1194, 1161, 1314]
league-name: NORTHERN PREMIER LEAGUE West: — [889, 561, 1116, 576]
day-section — [37, 19, 309, 415]
league-name: THE FA TROPHY First Round Qualifying: — [37, 521, 309, 536]
fixture-entry: EASTERN COUNTIES LEAGUE Division One South: Cannons Wood v Barkingside, Coggeshall United v May & Baker, Hackney Wick v Sporting Bengal United, Newbury Forest v Benfleet, St Margaretsbury v Enfield Borough, Tower Hamlets v Stanway Pegasus, Wivenhoe Town v NW London, Wormley Rovers v Burnham Ramblers — [889, 1706, 1161, 1812]
league-name: SOUTHERN COMBINATION Division One: — [605, 623, 877, 638]
league-name: UNITED COUNTIES LEAGUE Premier Division North: — [1173, 2022, 1446, 2052]
fixture-entry: MIDLAND LEAGUE Division One: Chelmsley Town v Smethwick Rangers — [37, 324, 309, 353]
league-name: MIDLAND LEAGUE Premier: — [37, 279, 208, 293]
fixture-entry: NORTHERN COUNTIES EAST LEAGUE Division One: Athersley Recreation v Glasshoughton Welfare, Beverley Town v Retford, Brigg Town v Horbury Town, Dronfield Town v Wakefield AFC, Nostell MW v Staveley MW, Ollerton Town v Armthorpe Welfare, Parkgate v Shirebrook Town, Rossington Main v Swallownest, Selby Town v Campion, Worsborough Bridge v Harrogate Railway — [1173, 787, 1446, 923]
fixture-entry: MIDLAND LEAGUE Division One: AFC Bridgnorth v Wolverhampton SC, Ashby Ivanhoe v Heath Hayes, Bilston Town v Stapenhill, Cradley Town v Paget Rangers, Droitwich Spa v Dudley Town, Hinckley AFC v Shawbury United, Ingles v OJM Black Country, Smethwick Rangers v Wednesfield — [1173, 215, 1446, 320]
day-entries — [37, 113, 309, 415]
league-name: UNITED COUNTIES LEAGUE Premier Division South: — [1458, 109, 1729, 139]
fixture-entry: EASTERN COUNTIES LEAGUE Division One South: Enfield Borough v Wormley Rovers, St M'garetsbury v Newbury For — [321, 320, 593, 365]
league-name: Gladwish Challenge Trophy: — [1173, 1631, 1348, 1645]
league-name: ISTHMIAN LEAGUE South East: — [889, 998, 1080, 1013]
league-name: EASTERN COUNTIES LEAGUE Division One South: — [889, 1706, 1161, 1736]
league-name: SOUTHERN COUNTIES EAST LEAGUE Premier: — [37, 354, 309, 384]
league-name: UNITED COUNTIES LEAGUE Premier Division South: — [321, 1615, 593, 1645]
fixture-entry: SOUTHERN COUNTIES EAST LEAGUE Division One: Croydon v AFC Whyteleafe, Lydd Town v Faversham SF, Tooting Bec v Lewisham Borough — [605, 728, 877, 788]
league-name: SPARTAN SOUTH MIDLANDS LEAGUE Division One: — [1173, 1676, 1446, 1705]
league-name: UNITED COUNTIES LEAGUE Division One: — [605, 1333, 877, 1347]
league-name: COVENTRY CHALLENGE CUP: — [605, 34, 828, 49]
fixture-entry: NORTHERN COUNTIES EAST LEAGUE Division One: Glasshoughton Welfare v Parkgate — [321, 998, 593, 1028]
league-name: ISTHMIAN LEAGUE Premier: — [889, 802, 1102, 817]
league-name: NORTH WEST COUNTIES LEAGUE Premier: — [321, 742, 593, 757]
league-name: EASTERN COUNTIES LEAGUE Premier: — [321, 169, 576, 184]
kickoff-note: (7.45pm ko unless stated) — [605, 146, 783, 164]
fixture-entry: NORTHERN COUNTIES EAST LEAGUE Premier: Emley v Goole AFC, Frickley Athletic v Knaresborough Town, Golcar United v Maltby Main, Hemsworth MW v Barton Town, Silsden v North Ferriby — [321, 923, 593, 997]
league-name: NORTH WEST COUNTIES LEAGUE Division One South: — [1173, 546, 1446, 576]
league-name: NORTH WEST COUNTIES LEAGUE Division One South: — [321, 833, 593, 862]
fixture-entry: SOUTH WEST PENINSULA LEAGUE Premier West: Newquay v Sticker (ko 7.30pm) — [605, 864, 877, 894]
league-name: Gladwish Challenge Trophy: — [321, 1390, 593, 1419]
league-name: NATIONAL LEAGUE NORTH: — [37, 1455, 216, 1470]
fixture-entry: NATIONAL LEAGUE NORTH: Bradford Park Avenue v Darlington — [37, 158, 309, 188]
league-name: EASTERN COUNTIES LEAGUE Division One South: — [321, 320, 593, 350]
fixture-entry: COMBINED COUNTIES LEAGUE Division One: Bagshot v FC Deportivo Gallicia, Bedfont v AFC Aldermaston, Brook House v Woodley United, CB Hounslow United v Penn & Tylers Green, Cove v London Samurai Rovers, Eversley & California v British Airways, Molesey v Langley, Rayners lane v Sandhurst Town, Rising Ballers Kensington v Berks County — [889, 1315, 1161, 1435]
fixture-entry: ESSEX SENIOR LEAGUE Premier: Southend Manor v White Ensign, Woodford Town v Redbridge — [605, 1212, 877, 1257]
league-name: NORTHERN LEAGUE Division Two: — [605, 578, 818, 592]
fixture-entry: COMBINED COUNTIES LEAGUE Premier North: Ascot United v Broadfields United, Reading City v Holyport, Wokingham & Emmbrook v Burnham — [321, 109, 593, 169]
fixtures-columns — [37, 19, 1729, 2058]
league-name: WESTERN LEAGUE Division One: — [605, 954, 834, 969]
fixture-entry: SOUTHERN LEAGUE Division One Central: Barton Rovers v Harlow Town, Hadley v AFC Dunstable, Kempston Rovers v Hertford Town, Walthamstow v Kidlington, Ware v FC Romania, Welwyn Garden City v Aylesbury United — [889, 637, 1161, 711]
fixture-entry: UNITED COUNTIES LEAGUE Premier Division South: Desborough Town v Bugbrooke St Michaels, Long Buckby v Easington Sports, Milton Keynes Irish v Cogenhoe United — [321, 1615, 593, 1675]
fixture-entry: NATIONAL LEAGUE SOUTH: Bath City v Weymouth, Dover Athletic v Dartford, Dulwich Hamlet v Hemel Hempstead Town, Eastbourne Borough v Welling United, Ebbsfleet United v Braintree Town, Hampton & Richmond Borough v Chippenham Town, Slough Town v Taunton Town, St Albans City v Concord Rangers, Tonbridge Angels v Farnborough, Worthing v Cheshunt — [37, 1576, 309, 1696]
day-section — [605, 1088, 877, 1363]
day-header: SUNDAY, SEPTEMBER 18 — [1458, 876, 1729, 938]
page-right-border — [1739, 6, 1740, 2068]
fixture-entry: SOUTHERN COMBINATION Premier: AFC Uckfield Town v Broadbridge Heath, Alfold v AFC Varndeanians, Crawley Down Gatwick v Hassocks, Eastbourne United v Newhaven, Little Common v Horsham YMCA, Midhurst & Easebourne v Crowborough Athletic, Peacehaven & Telscombe v Eastbourne Town, Roffey v Bexhill United, Saltdean United v Loxwood, Steyning Town v Lingfield — [1173, 1133, 1446, 1269]
fixture-entry: NORTH WEST COUNTIES LEAGUE Premier: Burscough v Avro, Bury AFC v FC Isle of Man, Charnock Richard v AFC Liverpool, Irlam v Winsford United, Kendal Town v Padiham, Vauxhall Motors v Congleton Town, Wythenshawe Town v Longridge Town — [321, 742, 593, 832]
fixture-entry: HELLENIC LEAGUE Division One: Abingdon United v Calne Town, Bourton Rovers v Cheltenham Saracens, Cirencester Town Dev v FC Stratford, Kidlington Res v Clanfield 85, Littleton v Hartpury University, Long Crendon v Malmesbury Victoria, Milton United v Newent Town, Moreton Rangers v Shortwood United, Pershore Town v Stonehouse Town — [889, 19, 1446, 2052]
league-name: HELLENIC LEAGUE Bluefin Sports Challenge Cup: — [321, 426, 593, 455]
fixture-entry: WESSEX LEAGUE Premier: Alresford Town v AFC Stoneham — [321, 1752, 593, 1781]
league-name: WESSEX LEAGUE Premier: — [321, 1752, 496, 1766]
fixture-entry: SOUTHERN COUNTIES EAST LEAGUE Premier: Canterbury City v Erith Town, Deal Town v Holmesdale, Glebe v K Sports, Tunbridge Wells v Hollands & Blair, Whitstable Town v Rusthall — [1173, 1359, 1446, 1419]
league-name: SOUTHERN LEAGUE Premier Central: — [37, 219, 269, 233]
fixture-entry: MIDLAND LEAGUE Premier: Romulus v Market Drayton Town, Whitchurch Alport v AFC Wulfrunians — [37, 279, 309, 323]
league-name: NORTH WEST COUNTIES LEAGUE Premier: — [605, 382, 877, 397]
league-name: MIDLAND LEAGUE Division One: — [321, 637, 559, 651]
league-name: SOUTHERN COUNTIES EAST LEAGUE Premier: — [1173, 1359, 1446, 1389]
league-name: COMBINED COUNTIES LEAGUE Division One: — [889, 1315, 1161, 1329]
league-name: NORTHERN LEAGUE Division One: — [1173, 923, 1405, 937]
league-name: ISTHMIAN LEAGUE Premier: — [37, 2012, 214, 2027]
league-name: EASTERN COUNTIES LEAGUE Premier: — [889, 1435, 1161, 1449]
league-name: Wiseman Lighting Floodlit Cup: — [321, 441, 593, 471]
day-header: WEDNESDAY, SEPTEMBER 14 — [605, 78, 877, 140]
league-name: SPARTAN SOUTH MIDLANDS LEAGUE Premier: — [321, 1299, 593, 1329]
league-name: ISTHMIAN LEAGUE Premier: — [1458, 945, 1630, 959]
fixture-entry: NORTHERN COUNTIES EAST LEAGUE Premier: Albion Sports v Eccleshill United, Bottesford Town v Thackley, Handsworth v Garforth Town, Penistone Church v Hallam — [605, 442, 877, 502]
